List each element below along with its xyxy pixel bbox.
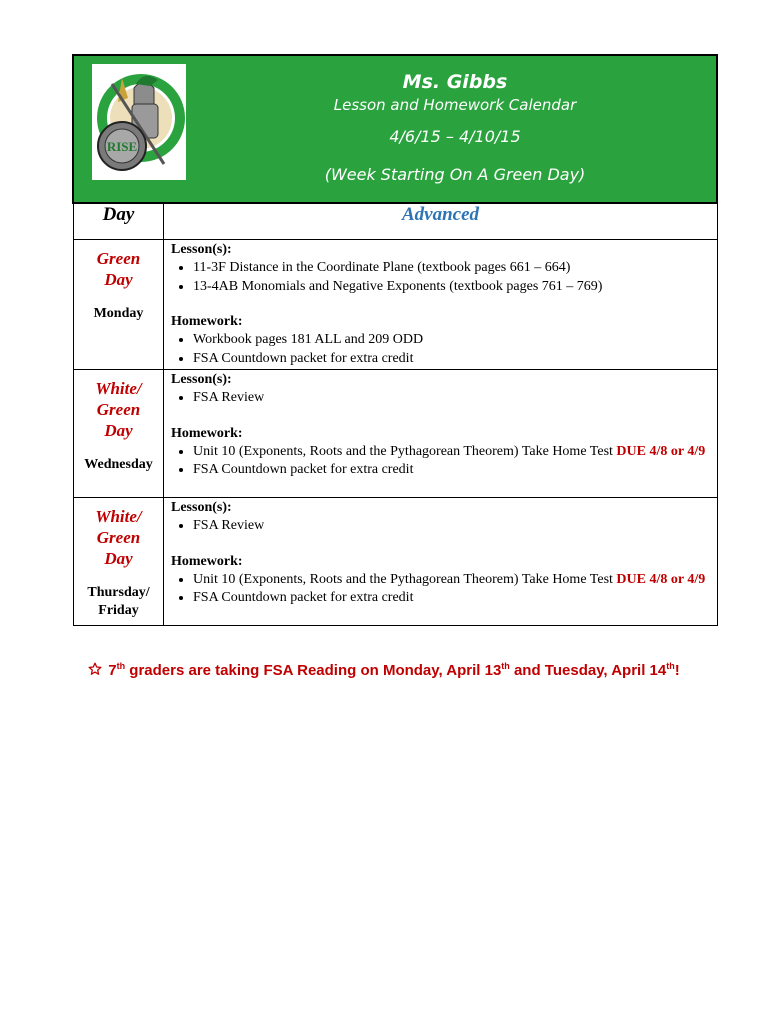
lesson-label: Lesson(s): xyxy=(171,372,232,387)
day-column-header: Day xyxy=(74,204,164,240)
lesson-list xyxy=(171,259,711,296)
list-item: • FSA Countdown packet for extra credit xyxy=(193,461,711,480)
lesson-homework-cell xyxy=(164,498,718,626)
svg-text:RISE: RISE xyxy=(106,139,138,154)
lesson-label: Lesson(s): xyxy=(171,500,232,515)
list-item: • FSA Review xyxy=(193,517,711,536)
week-note: (Week Starting On A Green Day) xyxy=(324,165,586,184)
lesson-list xyxy=(171,517,711,536)
due-date: DUE 4/8 or 4/9 xyxy=(616,443,706,459)
day-name: Thursday/ Friday xyxy=(87,585,150,618)
table-row xyxy=(74,498,718,626)
day-type: White/ Green Day xyxy=(95,507,142,568)
table-row xyxy=(74,240,718,370)
homework-label: Homework: xyxy=(171,314,243,329)
fsa-reading-notice: 7th graders are taking FSA Reading on Monday, April 13th and Tuesday, April 14th! xyxy=(0,661,768,679)
day-cell xyxy=(74,370,164,498)
date-range: 4/6/15 – 4/10/15 xyxy=(389,127,521,146)
calendar-table xyxy=(73,203,718,626)
day-name: Wednesday xyxy=(84,457,153,472)
list-item: • Unit 10 (Exponents, Roots and the Pythagorean Theorem) Take Home Test DUE 4/8 or 4/9 xyxy=(193,571,711,590)
list-item: • Workbook pages 181 ALL and 209 ODD xyxy=(193,331,711,350)
homework-list xyxy=(171,331,711,368)
table-header-row xyxy=(74,204,718,240)
lesson-homework-cell xyxy=(164,240,718,370)
day-name: Monday xyxy=(93,306,144,321)
lesson-label: Lesson(s): xyxy=(171,242,232,257)
star-outline-icon xyxy=(88,662,102,676)
teacher-name: Ms. Gibbs xyxy=(402,71,508,93)
day-cell xyxy=(74,498,164,626)
homework-label: Homework: xyxy=(171,553,243,569)
calendar-header xyxy=(72,54,718,204)
day-type: Green Day xyxy=(96,249,141,289)
list-item: • FSA Countdown packet for extra credit xyxy=(193,589,711,608)
rise-spartan-warrior-logo-icon xyxy=(92,64,186,180)
table-row xyxy=(74,370,718,498)
lesson-homework-cell xyxy=(164,370,718,498)
day-type: White/ Green Day xyxy=(95,379,142,440)
day-cell xyxy=(74,240,164,370)
calendar-subtitle: Lesson and Homework Calendar xyxy=(333,96,577,114)
due-date: DUE 4/8 or 4/9 xyxy=(616,571,706,587)
advanced-column-header: Advanced xyxy=(164,204,718,240)
header-text xyxy=(194,70,716,186)
homework-list xyxy=(171,443,711,480)
lesson-list xyxy=(171,389,711,408)
list-item: • FSA Review xyxy=(193,389,711,408)
homework-label: Homework: xyxy=(171,425,243,441)
list-item: • Unit 10 (Exponents, Roots and the Pythagorean Theorem) Take Home Test DUE 4/8 or 4/9 xyxy=(193,443,711,462)
homework-list xyxy=(171,571,711,608)
list-item: • 13-4AB Monomials and Negative Exponents (textbook pages 761 – 769) xyxy=(193,278,711,297)
list-item: • 11-3F Distance in the Coordinate Plane (textbook pages 661 – 664) xyxy=(193,259,711,278)
list-item: • FSA Countdown packet for extra credit xyxy=(193,350,711,369)
school-logo xyxy=(92,64,186,180)
